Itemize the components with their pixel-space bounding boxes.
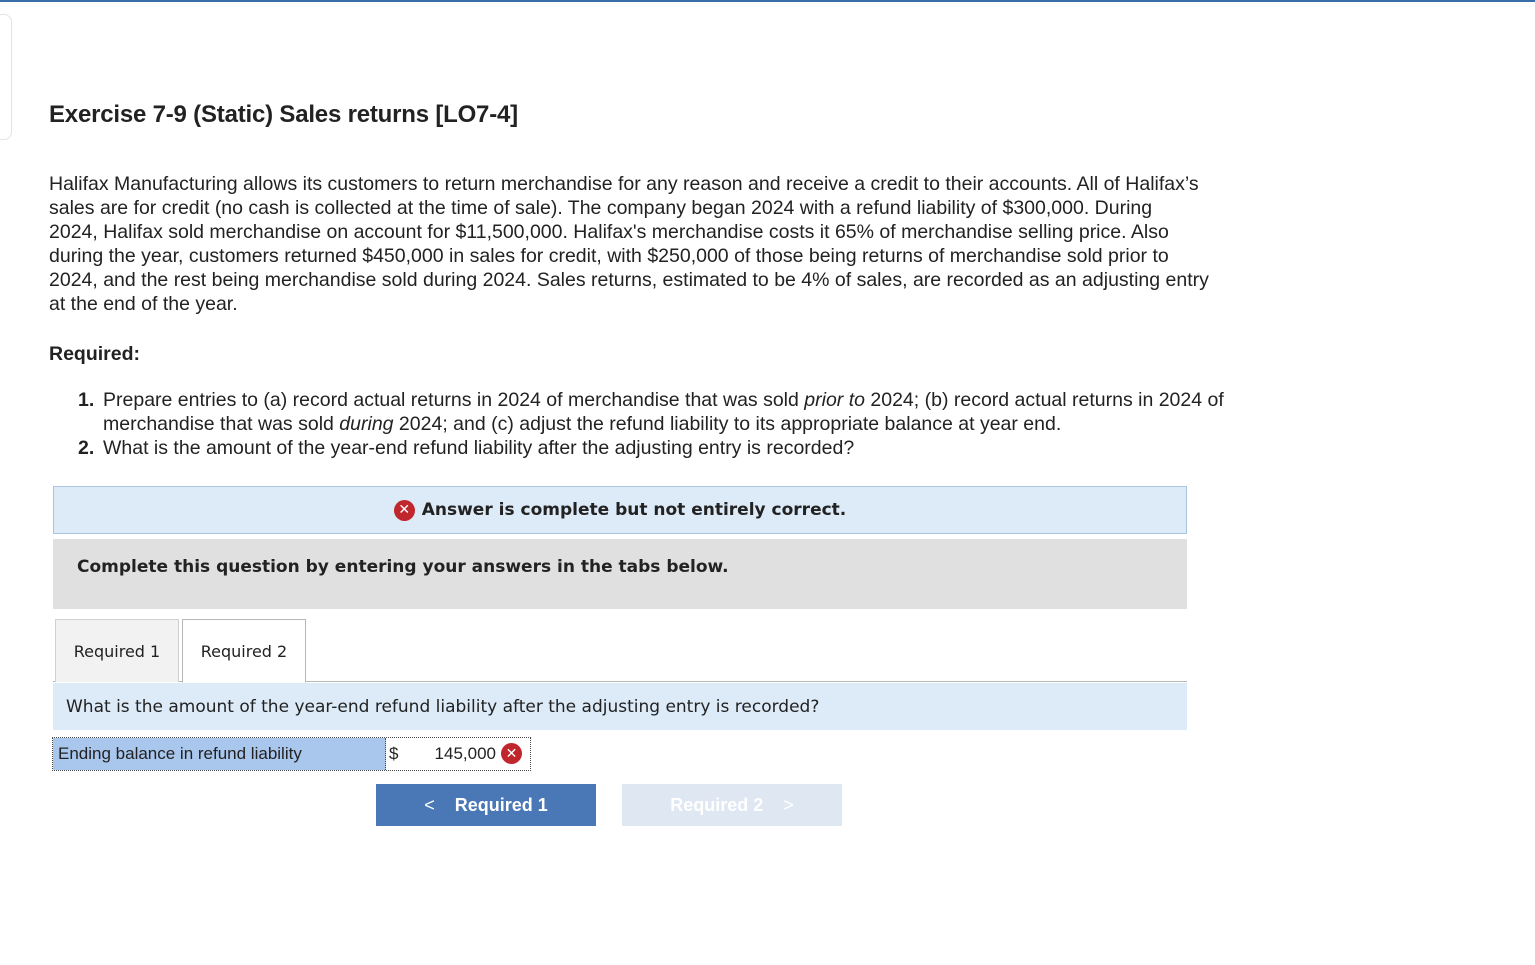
answer-row — [52, 737, 531, 771]
tab-bar — [53, 619, 1187, 682]
requirement-item — [78, 436, 1308, 460]
requirement-item — [78, 388, 1308, 436]
x-circle-icon: ✕ — [394, 500, 415, 521]
prev-button-label: Required 1 — [454, 794, 548, 815]
requirement-emphasis: during — [339, 413, 394, 435]
problem-line: sales are for credit (no cash is collected at the time of sale). The company began 2024 with a refund liability of $300,000. During — [49, 197, 1153, 219]
required-heading: Required: — [49, 343, 141, 365]
problem-line: at the end of the year. — [49, 293, 238, 315]
feedback-message: Answer is complete but not entirely correct. — [421, 500, 847, 520]
problem-line: 2024, and the rest being merchandise sold during 2024. Sales returns, estimated to be 4% of sales, are recorded as an adjusting entry — [49, 269, 1209, 291]
side-panel-tab[interactable] — [0, 14, 12, 140]
requirement-text-part: Prepare entries to (a) record actual returns in 2024 of merchandise that was sold — [103, 389, 805, 411]
requirement-text-part: 2024; and (c) adjust the refund liability to its appropriate balance at year end. — [393, 413, 1062, 435]
next-button-label: Required 2 — [670, 794, 764, 815]
answer-label: Ending balance in refund liability — [53, 738, 386, 770]
page-title: Exercise 7-9 (Static) Sales returns [LO7-4] — [49, 101, 518, 128]
chevron-right-icon: > — [783, 794, 794, 815]
problem-line: Halifax Manufacturing allows its customers to return merchandise for any reason and receive a credit to their accounts. All of Halifax’s — [49, 173, 1199, 195]
problem-statement — [49, 172, 1319, 316]
problem-line: 2024, Halifax sold merchandise on account for $11,500,000. Halifax's merchandise costs it 65% of merchandise selling price. Also — [49, 221, 1169, 243]
x-circle-icon: ✕ — [501, 743, 522, 764]
tab-required-1[interactable]: Required 1 — [55, 619, 179, 682]
requirement-number: 2. — [78, 437, 95, 459]
instructions-box — [53, 539, 1187, 609]
question-prompt: What is the amount of the year-end refund liability after the adjusting entry is recorded? — [53, 683, 1187, 730]
requirements-list — [78, 388, 1308, 460]
feedback-banner — [53, 486, 1187, 534]
answer-value[interactable]: 145,000 — [434, 744, 496, 763]
chevron-left-icon: < — [424, 794, 435, 815]
requirement-text: What is the amount of the year-end refund liability after the adjusting entry is recorded? — [103, 437, 855, 459]
currency-symbol: $ — [389, 744, 399, 763]
requirement-emphasis: prior to — [804, 389, 865, 411]
prev-required-1-button[interactable] — [376, 784, 596, 826]
answer-input-cell[interactable] — [386, 738, 530, 770]
top-rule — [0, 0, 1535, 2]
next-required-2-button — [622, 784, 842, 826]
requirement-number: 1. — [78, 389, 95, 411]
requirement-text — [103, 388, 1308, 436]
requirement-text-part: 2024; (b) record actual returns in 2024 of merchandise that was sold — [103, 389, 1224, 435]
tab-required-2[interactable]: Required 2 — [182, 619, 306, 683]
instructions-text: Complete this question by entering your answers in the tabs below. — [77, 557, 729, 577]
problem-line: during the year, customers returned $450,000 in sales for credit, with $250,000 of those being returns of merchandise sold prior to — [49, 245, 1169, 267]
